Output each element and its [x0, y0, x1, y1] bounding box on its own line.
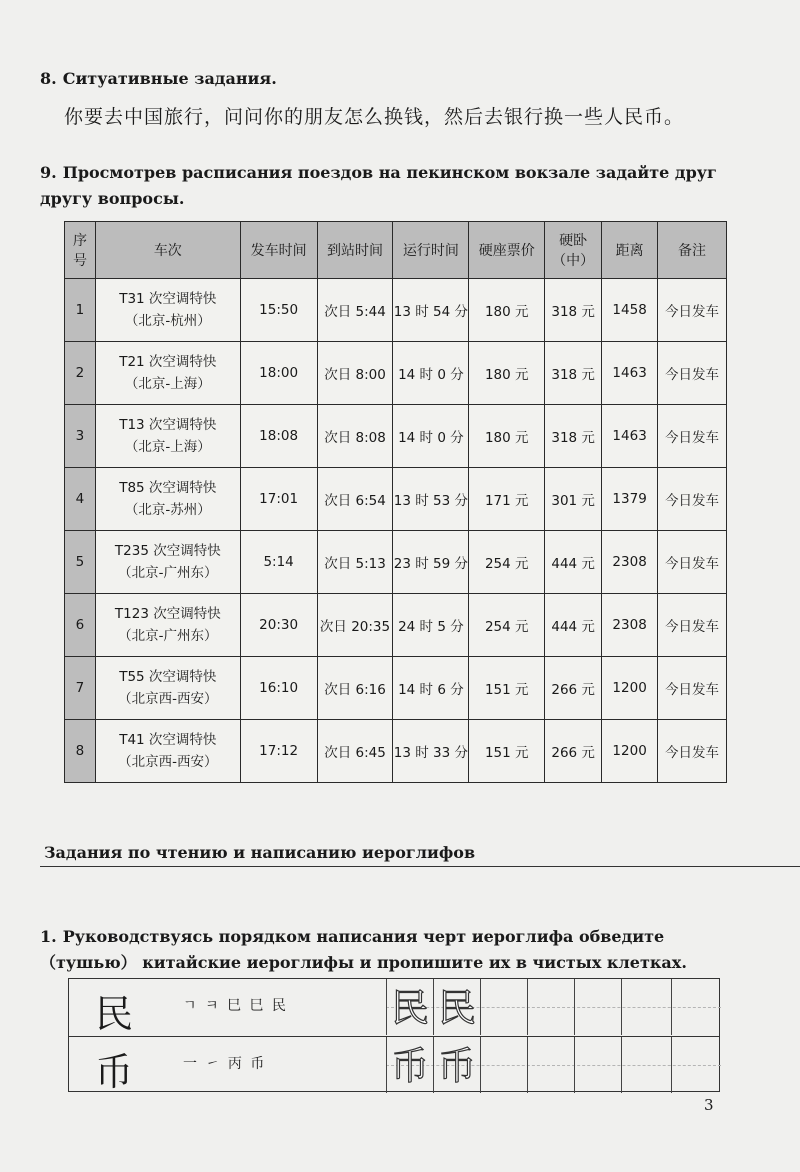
cell-arrival: 次日 5:13: [317, 531, 393, 594]
cell-number: 7: [65, 657, 96, 720]
trace-character[interactable]: 币: [390, 1044, 429, 1088]
task-9-number: 9.: [40, 163, 57, 182]
cell-departure: 18:00: [240, 342, 317, 405]
table-row: [65, 594, 727, 657]
cell-hard-seat: 254 元: [469, 531, 545, 594]
task-9-heading: [40, 160, 730, 212]
task-8-number: 8.: [40, 69, 57, 88]
cell-divider: [527, 1037, 528, 1093]
cell-sleeper: 318 元: [545, 342, 602, 405]
header-train: 车次: [95, 222, 240, 279]
table-row: [65, 531, 727, 594]
task-9-title: Просмотрев расписания поездов на пекинском вокзале задайте друг другу вопросы.: [40, 163, 717, 208]
stroke-order: ㄱ ㅋ 巳 巳 民: [183, 998, 288, 1014]
cell-distance: 1463: [602, 405, 658, 468]
cell-note: 今日发车: [658, 594, 727, 657]
header-number: 序 号: [65, 222, 96, 279]
header-duration: 运行时间: [393, 222, 469, 279]
cell-sleeper: 266 元: [545, 657, 602, 720]
cell-note: 今日发车: [658, 720, 727, 783]
cell-train: T123 次空调特快 （北京-广州东）: [95, 594, 240, 657]
cell-train: T55 次空调特快 （北京西-西安）: [95, 657, 240, 720]
cell-departure: 16:10: [240, 657, 317, 720]
header-sleeper: 硬卧 （中）: [545, 222, 602, 279]
header-departure: 发车时间: [240, 222, 317, 279]
cell-number: 5: [65, 531, 96, 594]
cell-duration: 13 时 53 分: [393, 468, 469, 531]
cell-sleeper: 444 元: [545, 531, 602, 594]
cell-arrival: 次日 6:54: [317, 468, 393, 531]
cell-distance: 2308: [602, 531, 658, 594]
cell-arrival: 次日 20:35: [317, 594, 393, 657]
writing-row-1: [69, 979, 719, 1035]
cell-divider: [527, 979, 528, 1035]
cell-note: 今日发车: [658, 405, 727, 468]
cell-duration: 13 时 54 分: [393, 279, 469, 342]
cell-number: 1: [65, 279, 96, 342]
cell-hard-seat: 254 元: [469, 594, 545, 657]
section-title: Задания по чтению и написанию иероглифов: [44, 843, 476, 862]
cell-number: 4: [65, 468, 96, 531]
cell-distance: 2308: [602, 594, 658, 657]
task-8-title: Ситуативные задания.: [62, 69, 277, 88]
cell-divider: [621, 979, 622, 1035]
table-body: [65, 279, 727, 783]
cell-arrival: 次日 5:44: [317, 279, 393, 342]
trace-character[interactable]: 民: [390, 986, 429, 1030]
cell-hard-seat: 171 元: [469, 468, 545, 531]
cell-train: T31 次空调特快 （北京-杭州）: [95, 279, 240, 342]
header-note: 备注: [658, 222, 727, 279]
table-row: [65, 657, 727, 720]
page-number: 3: [704, 1096, 714, 1114]
cell-duration: 13 时 33 分: [393, 720, 469, 783]
cell-distance: 1463: [602, 342, 658, 405]
train-timetable: [64, 221, 727, 783]
cell-divider: [621, 1037, 622, 1093]
task-1-number: 1.: [40, 927, 57, 946]
trace-character[interactable]: 币: [437, 1044, 476, 1088]
table-row: [65, 279, 727, 342]
header-hard-seat: 硬座票价: [469, 222, 545, 279]
cell-note: 今日发车: [658, 279, 727, 342]
cell-divider: [574, 979, 575, 1035]
cell-duration: 14 时 6 分: [393, 657, 469, 720]
cell-sleeper: 266 元: [545, 720, 602, 783]
cell-sleeper: 301 元: [545, 468, 602, 531]
cell-divider: [480, 979, 481, 1035]
table-row: [65, 342, 727, 405]
cell-note: 今日发车: [658, 468, 727, 531]
cell-divider: [671, 1037, 672, 1093]
cell-number: 3: [65, 405, 96, 468]
cell-departure: 17:12: [240, 720, 317, 783]
cell-arrival: 次日 8:00: [317, 342, 393, 405]
writing-row-2: [69, 1036, 719, 1093]
cell-hard-seat: 180 元: [469, 342, 545, 405]
task-1-heading: [40, 924, 730, 976]
cell-hard-seat: 180 元: [469, 405, 545, 468]
cell-hard-seat: 180 元: [469, 279, 545, 342]
header-distance: 距离: [602, 222, 658, 279]
cell-divider: [671, 979, 672, 1035]
table-row: [65, 405, 727, 468]
cell-distance: 1458: [602, 279, 658, 342]
table-header-row: [65, 222, 727, 279]
cell-departure: 5:14: [240, 531, 317, 594]
cell-note: 今日发车: [658, 342, 727, 405]
cell-train: T85 次空调特快 （北京-苏州）: [95, 468, 240, 531]
cell-distance: 1200: [602, 720, 658, 783]
cell-divider: [574, 1037, 575, 1093]
cell-duration: 24 时 5 分: [393, 594, 469, 657]
cell-duration: 14 时 0 分: [393, 342, 469, 405]
section-divider: [40, 866, 800, 867]
cell-arrival: 次日 6:45: [317, 720, 393, 783]
header-arrival: 到站时间: [317, 222, 393, 279]
cell-sleeper: 444 元: [545, 594, 602, 657]
cell-departure: 18:08: [240, 405, 317, 468]
trace-character[interactable]: 民: [437, 986, 476, 1030]
table-row: [65, 468, 727, 531]
cell-sleeper: 318 元: [545, 279, 602, 342]
cell-train: T13 次空调特快 （北京-上海）: [95, 405, 240, 468]
model-character: 币: [95, 1050, 134, 1094]
cell-hard-seat: 151 元: [469, 657, 545, 720]
cell-train: T21 次空调特快 （北京-上海）: [95, 342, 240, 405]
cell-departure: 17:01: [240, 468, 317, 531]
task-8-heading: [40, 66, 760, 92]
writing-practice-grid: [68, 978, 720, 1092]
stroke-order: 一 ㇀ 丙 币: [183, 1056, 267, 1072]
cell-distance: 1200: [602, 657, 658, 720]
cell-hard-seat: 151 元: [469, 720, 545, 783]
cell-duration: 14 时 0 分: [393, 405, 469, 468]
cell-divider: [480, 1037, 481, 1093]
model-character: 民: [95, 992, 134, 1036]
cell-duration: 23 时 59 分: [393, 531, 469, 594]
cell-departure: 20:30: [240, 594, 317, 657]
task-8-chinese-text: 你要去中国旅行，问问你的朋友怎么换钱，然后去银行换一些人民币。: [64, 106, 685, 128]
cell-number: 8: [65, 720, 96, 783]
task-1-title: Руководствуясь порядком написания черт иероглифа обведите （тушью） китайские иероглифы и пропишите их в чистых клетках.: [40, 927, 687, 972]
table-row: [65, 720, 727, 783]
cell-note: 今日发车: [658, 531, 727, 594]
cell-arrival: 次日 8:08: [317, 405, 393, 468]
cell-train: T41 次空调特快 （北京西-西安）: [95, 720, 240, 783]
cell-note: 今日发车: [658, 657, 727, 720]
cell-sleeper: 318 元: [545, 405, 602, 468]
cell-distance: 1379: [602, 468, 658, 531]
cell-train: T235 次空调特快 （北京-广州东）: [95, 531, 240, 594]
cell-number: 2: [65, 342, 96, 405]
cell-arrival: 次日 6:16: [317, 657, 393, 720]
cell-departure: 15:50: [240, 279, 317, 342]
cell-number: 6: [65, 594, 96, 657]
